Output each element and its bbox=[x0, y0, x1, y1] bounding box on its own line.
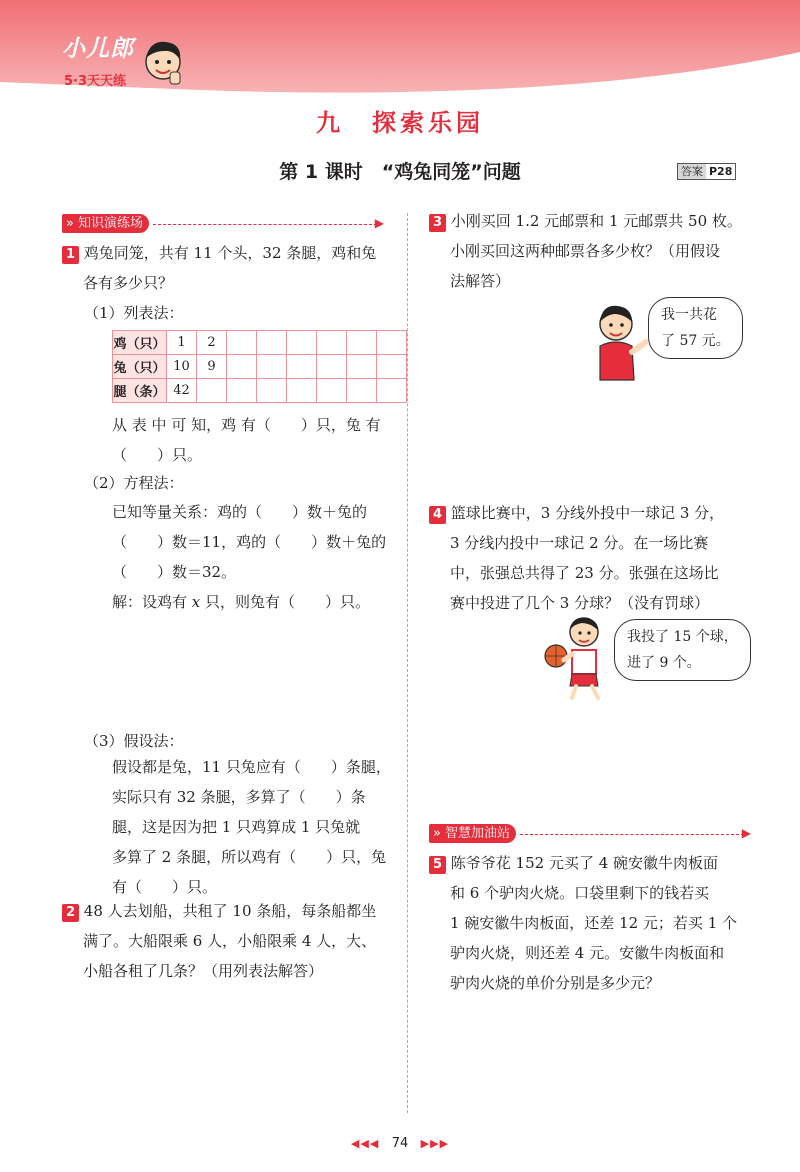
part3-body bbox=[112, 752, 391, 902]
text-line: 已知等量关系：鸡的（ ）数＋兔的 bbox=[112, 503, 368, 521]
question-text-line: 小刚买回这两种邮票各多少枚？（用假设 bbox=[450, 242, 721, 260]
table-row bbox=[113, 331, 407, 355]
text-line: 假设都是兔，11 只兔应有（ ）条腿， bbox=[112, 758, 391, 776]
section-header-challenge bbox=[429, 822, 751, 844]
question-text-line: 3 分线内投中一球记 2 分。在一场比赛 bbox=[450, 534, 709, 552]
table-cell bbox=[287, 355, 317, 379]
question-text-line: 篮球比赛中，3 分线外投中一球记 3 分， bbox=[450, 504, 725, 522]
question-text-line: 小刚买回 1.2 元邮票和 1 元邮票共 50 枚。 bbox=[450, 212, 742, 230]
table-cell: 2 bbox=[197, 331, 227, 355]
answer-page: P28 bbox=[709, 165, 733, 178]
question-text-line: 中，张强总共得了 23 分。张强在这场比 bbox=[450, 564, 719, 582]
table-cell bbox=[227, 355, 257, 379]
bubble-line: 我投了 15 个球， bbox=[627, 629, 738, 645]
table-cell bbox=[377, 355, 407, 379]
text-line: 有（ ）只。 bbox=[112, 878, 218, 896]
dashed-line bbox=[520, 834, 744, 835]
row-header: 鸡（只） bbox=[113, 331, 167, 355]
row-header: 兔（只） bbox=[113, 355, 167, 379]
column-divider bbox=[407, 213, 408, 1113]
question-text-line: 1 碗安徽牛肉板面，还差 12 元；若买 1 个 bbox=[450, 914, 738, 932]
table-cell: 1 bbox=[167, 331, 197, 355]
text-line: （ ）数＝11，鸡的（ ）数＋兔的 bbox=[112, 533, 387, 551]
boy-talking-icon bbox=[592, 302, 648, 386]
table-cell bbox=[287, 331, 317, 355]
chapter-title: 九 探索乐园 bbox=[316, 109, 484, 137]
table-cell bbox=[227, 379, 257, 403]
answer-label: 答案 bbox=[678, 164, 706, 179]
question-number: 1 bbox=[62, 246, 79, 264]
table-cell bbox=[257, 355, 287, 379]
answer-reference bbox=[677, 163, 736, 180]
text-line: 实际只有 32 条腿，多算了（ ）条 bbox=[112, 788, 366, 806]
table-cell bbox=[347, 355, 377, 379]
page-number: 74 bbox=[391, 1136, 409, 1151]
logo-subtitle: 5·3天天练 bbox=[64, 74, 127, 89]
question-text-line: 赛中投进了几个 3 分球？（没有罚球） bbox=[450, 594, 710, 612]
question-number: 3 bbox=[429, 214, 446, 232]
table-cell bbox=[347, 331, 377, 355]
dashed-line bbox=[153, 224, 377, 225]
table-cell: 9 bbox=[197, 355, 227, 379]
basketball-player-icon bbox=[538, 614, 614, 700]
question-2 bbox=[62, 896, 376, 986]
question-text-line: 和 6 个驴肉火烧。口袋里剩下的钱若买 bbox=[450, 884, 710, 902]
text-line: 从 表 中 可 知，鸡 有（ ）只，兔 有 bbox=[112, 416, 381, 434]
speech-bubble bbox=[614, 619, 751, 681]
table-cell bbox=[227, 331, 257, 355]
table-cell bbox=[347, 379, 377, 403]
question-text-line: 48 人去划船，共租了 10 条船，每条船都坐 bbox=[83, 902, 377, 920]
right-arrows-icon: ▶▶▶ bbox=[420, 1137, 450, 1150]
section-header-practice bbox=[62, 212, 384, 234]
question-3 bbox=[429, 206, 742, 296]
question-text-line: 驴肉火烧，则还差 4 元。安徽牛肉板面和 bbox=[450, 944, 725, 962]
arrow-right-icon: ▶ bbox=[741, 826, 751, 840]
table-row bbox=[113, 379, 407, 403]
bubble-line: 进了 9 个。 bbox=[627, 655, 701, 671]
question-text-line: 驴肉火烧的单价分别是多少元？ bbox=[450, 974, 661, 992]
page-footer bbox=[0, 1136, 800, 1151]
enumeration-table bbox=[112, 330, 407, 403]
text-line: 多算了 2 条腿，所以鸡有（ ）只，兔 bbox=[112, 848, 387, 866]
table-cell bbox=[317, 331, 347, 355]
question-text-line: 鸡兔同笼，共有 11 个头，32 条腿，鸡和兔 bbox=[83, 244, 377, 262]
table-row bbox=[113, 355, 407, 379]
double-chevron-icon: » bbox=[433, 825, 441, 841]
question-text-line: 满了。大船限乘 6 人，小船限乘 4 人，大、 bbox=[83, 932, 377, 950]
double-chevron-icon: » bbox=[66, 215, 74, 231]
table-cell bbox=[377, 331, 407, 355]
text-line: 腿，这是因为把 1 只鸡算成 1 只兔就 bbox=[112, 818, 361, 836]
text-line: （ ）只。 bbox=[112, 446, 203, 464]
question-text-line: 各有多少只？ bbox=[83, 274, 174, 292]
question-text-line: 小船各租了几条？（用列表法解答） bbox=[83, 962, 324, 980]
part-title: （2）方程法： bbox=[84, 474, 184, 492]
table-cell bbox=[257, 331, 287, 355]
logo-title: 小儿郎 bbox=[62, 36, 134, 62]
question-5 bbox=[429, 848, 737, 998]
arrow-right-icon: ▶ bbox=[374, 216, 384, 230]
question-number: 5 bbox=[429, 856, 446, 874]
question-number: 2 bbox=[62, 904, 79, 922]
lesson-title: 第 1 课时 “鸡兔同笼”问题 bbox=[279, 161, 521, 183]
table-cell bbox=[377, 379, 407, 403]
bubble-line: 我一共花 bbox=[661, 307, 717, 323]
bubble-line: 了 57 元。 bbox=[661, 333, 730, 349]
question-text-line: 陈爷爷花 152 元买了 4 碗安徽牛肉板面 bbox=[450, 854, 719, 872]
part2-body bbox=[112, 497, 386, 617]
table-cell bbox=[317, 379, 347, 403]
mascot-boy-icon bbox=[140, 38, 186, 88]
left-arrows-icon: ◀◀◀ bbox=[350, 1137, 380, 1150]
part-title: （1）列表法： bbox=[84, 304, 184, 322]
table-cell bbox=[317, 355, 347, 379]
table-cell: 42 bbox=[167, 379, 197, 403]
text-line: 解：设鸡有 𝑥 只，则兔有（ ）只。 bbox=[112, 593, 370, 611]
part1-answer bbox=[112, 410, 381, 470]
text-line: （ ）数＝32。 bbox=[112, 563, 237, 581]
table-cell: 10 bbox=[167, 355, 197, 379]
section-title: 知识演练场 bbox=[77, 215, 143, 231]
table-cell bbox=[287, 379, 317, 403]
section-tag bbox=[62, 214, 149, 233]
section-tag bbox=[429, 824, 516, 843]
question-4 bbox=[429, 498, 724, 618]
section-title: 智慧加油站 bbox=[444, 825, 510, 841]
question-number: 4 bbox=[429, 506, 446, 524]
question-1 bbox=[62, 238, 376, 298]
part-title: （3）假设法： bbox=[84, 732, 184, 750]
row-header: 腿（条） bbox=[113, 379, 167, 403]
question-text-line: 法解答） bbox=[450, 272, 511, 290]
table-cell bbox=[197, 379, 227, 403]
speech-bubble bbox=[648, 297, 743, 359]
table-cell bbox=[257, 379, 287, 403]
